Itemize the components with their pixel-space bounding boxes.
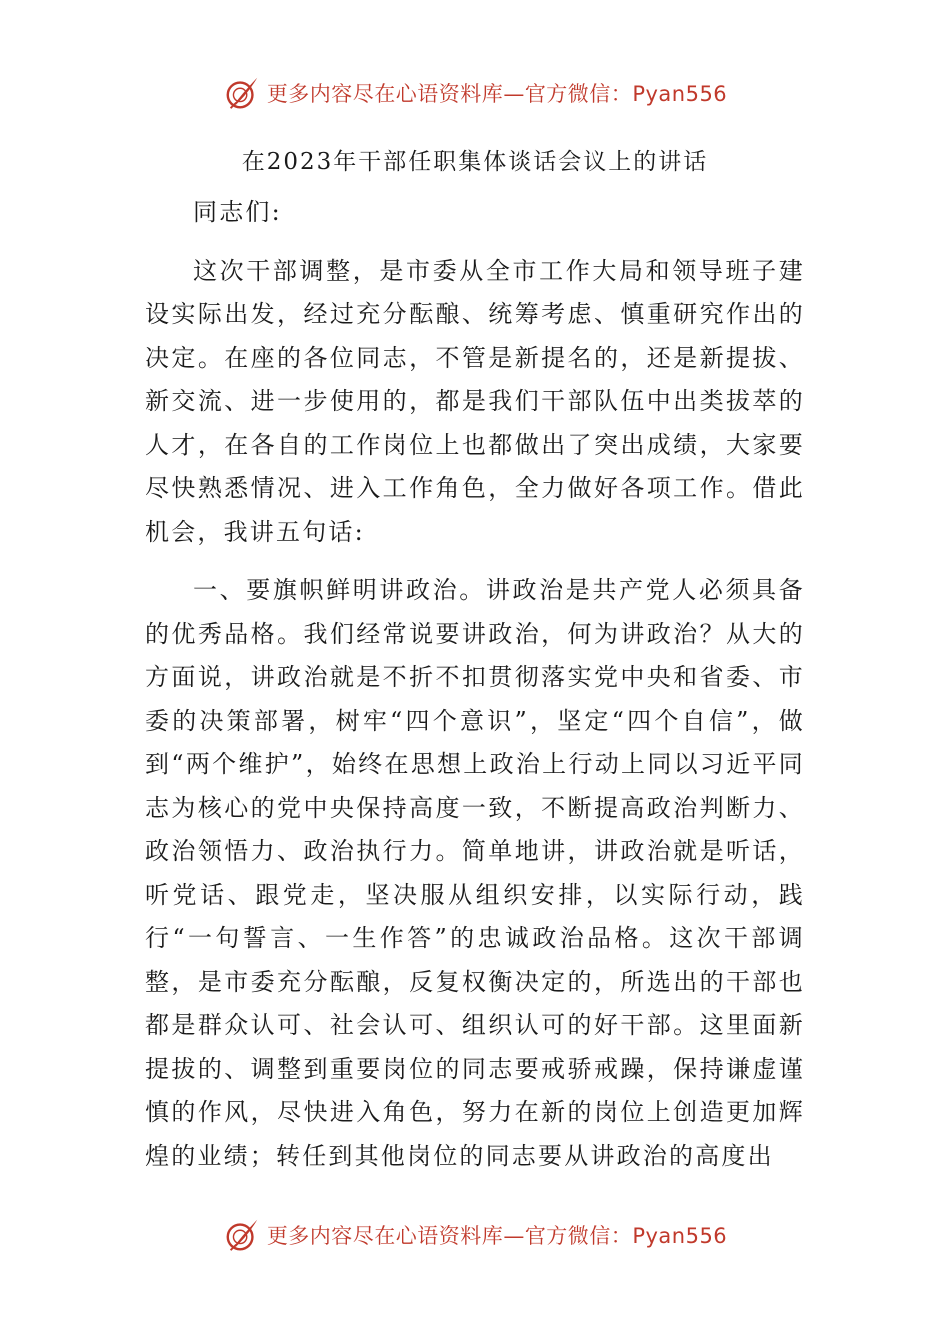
watermark-text: 更多内容尽在心语资料库—官方微信：Pyan556	[266, 1224, 728, 1248]
watermark-banner-top	[0, 70, 950, 116]
paragraph-section-one: 一、要旗帜鲜明讲政治。讲政治是共产党人必须具备的优秀品格。我们经常说要讲政治，何为讲政治？从大的方面说，讲政治就是不折不扣贯彻落实党中央和省委、市委的决策部署，树牢“四个意识”，坚定“四个自信”，做到“两个维护”，始终在思想上政治上行动上同以习近平同志为核心的党中央保持高度一致，不断提高政治判断力、政治领悟力、政治执行力。简单地讲，讲政治就是听话，听党话、跟党走，坚决服从组织安排，以实际行动，践行“一句誓言、一生作答”的忠诚政治品格。这次干部调整，是市委充分酝酿，反复权衡决定的，所选出的干部也都是群众认可、社会认可、组织认可的好干部。这里面新提拔的、调整到重要岗位的同志要戒骄戒躁，保持谦虚谨慎的作风，尽快进入角色，努力在新的岗位上创造更加辉煌的业绩；转任到其他岗位的同志要从讲政治的高度出	[145, 576, 805, 1170]
document-title: 在2023年干部任职集体谈话会议上的讲话	[241, 149, 709, 175]
document-body	[145, 191, 805, 1193]
quill-logo-icon	[223, 1216, 261, 1254]
watermark-text: 更多内容尽在心语资料库—官方微信：Pyan556	[266, 82, 728, 106]
watermark-banner-bottom	[0, 1212, 950, 1258]
paragraph-intro: 这次干部调整，是市委从全市工作大局和领导班子建设实际出发，经过充分酝酿、统筹考虑、慎重研究作出的决定。在座的各位同志，不管是新提名的，还是新提拔、新交流、进一步使用的，都是我们干部队伍中出类拔萃的人才，在各自的工作岗位上也都做出了突出成绩，大家要尽快熟悉情况、进入工作角色，全力做好各项工作。借此机会，我讲五句话:	[145, 256, 805, 546]
greeting: 同志们:	[193, 198, 282, 226]
quill-logo-icon	[223, 74, 261, 112]
